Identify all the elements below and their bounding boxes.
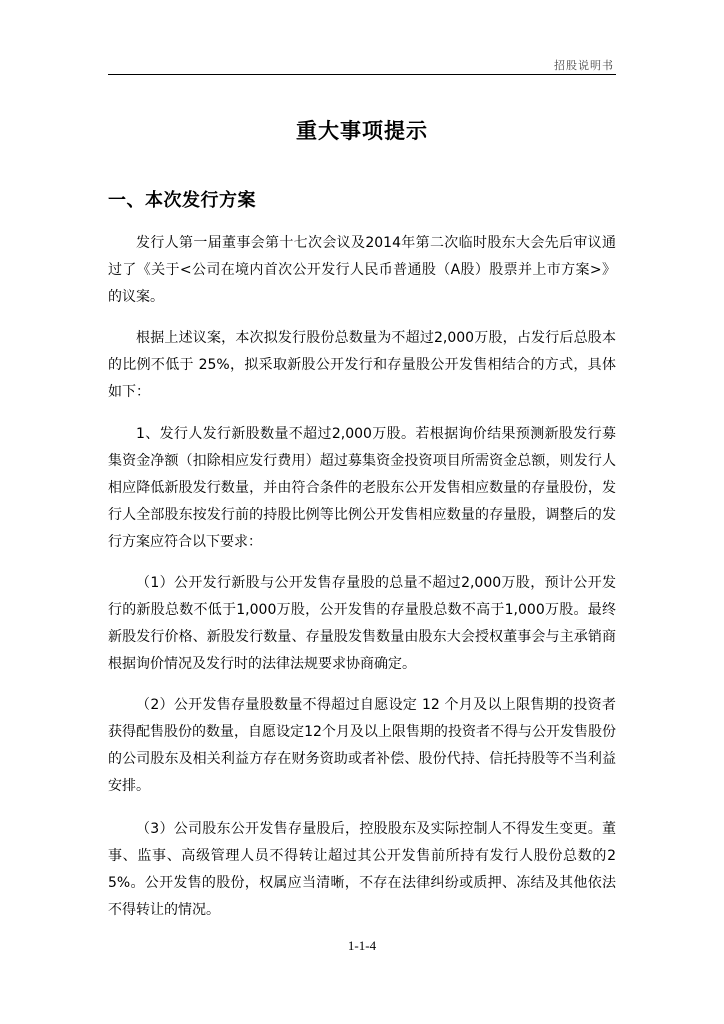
section-heading: 一、本次发行方案 (108, 190, 256, 211)
paragraph: （1）公开发行新股与公开发售存量股的总量不超过2,000万股，预计公开发行的新股总数不低于1,000万股，公开发售的存量股总数不高于1,000万股。最终新股发行价格、新股发行数量、存量股发售数量由股东大会授权董事会与主承销商根据询价情况及发行时的法律法规要求协商确定。 (108, 575, 616, 672)
paragraph: （2）公开发售存量股数量不得超过自愿设定 12 个月及以上限售期的投资者获得配售股份的数量，自愿设定12个月及以上限售期的投资者不得与公开发售股份的公司股东及相关利益方存在财务资助或者补偿、股份代持、信托持股等不当利益安排。 (108, 697, 616, 794)
paragraph: 根据上述议案，本次拟发行股份总数量为不超过2,000万股，占发行后总股本的比例不低于 25%，拟采取新股公开发行和存量股公开发售相结合的方式，具体如下： (108, 330, 616, 400)
paragraph: 发行人第一届董事会第十七次会议及2014年第二次临时股东大会先后审议通过了《关于<公司在境内首次公开发行人民币普通股（A股）股票并上市方案>》的议案。 (108, 235, 616, 305)
page-number: 1-1-4 (347, 938, 377, 953)
paragraph: （3）公司股东公开发售存量股后，控股股东及实际控制人不得发生变更。董事、监事、高级管理人员不得转让超过其公开发售前所持有发行人股份总数的25%。公开发售的股份，权属应当清晰，不存在法律纠纷或质押、冻结及其他依法不得转让的情况。 (108, 821, 616, 918)
running-header: 招股说明书 (554, 59, 614, 72)
paragraph: 1、发行人发行新股数量不超过2,000万股。若根据询价结果预测新股发行募集资金净额（扣除相应发行费用）超过募集资金投资项目所需资金总额，则发行人相应降低新股发行数量，并由符合条件的老股东公开发售相应数量的存量股份，发行人全部股东按发行前的持股比例等比例公开发售相应数量的存量股，调整后的发行方案应符合以下要求： (108, 426, 616, 550)
header-divider (108, 74, 616, 75)
page-title: 重大事项提示 (296, 119, 428, 143)
